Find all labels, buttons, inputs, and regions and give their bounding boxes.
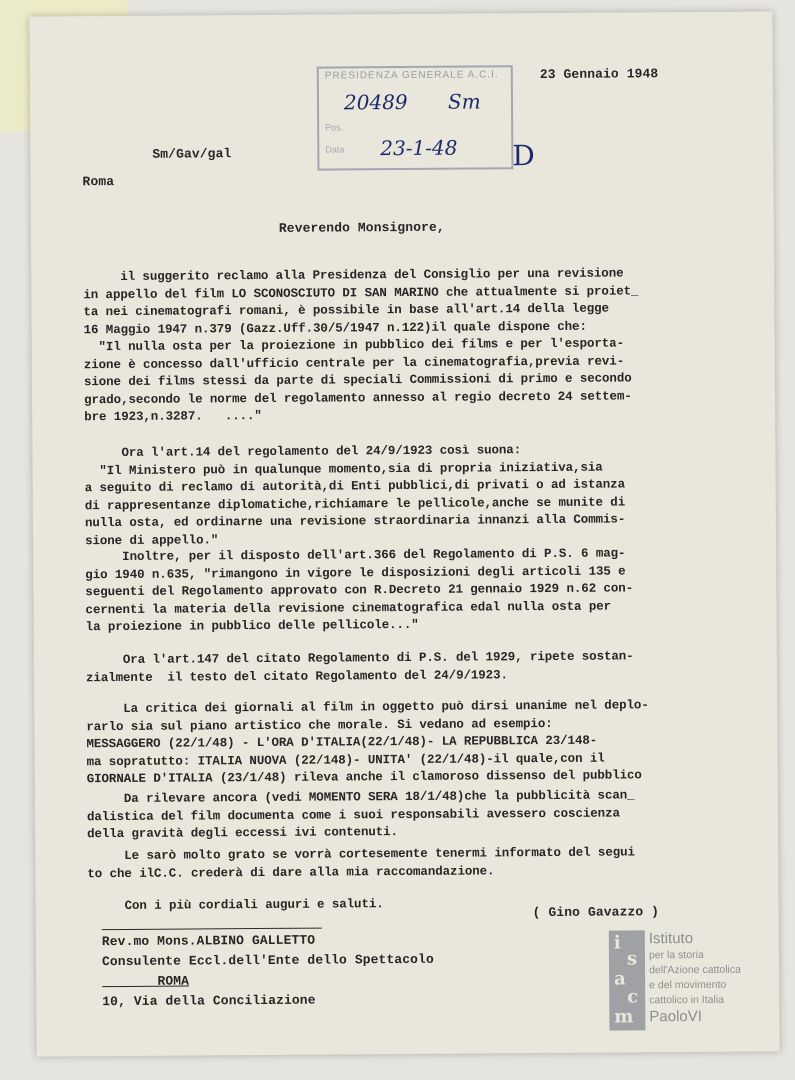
logo-text: dell'Azione cattolica <box>649 963 741 977</box>
stamp-date: 23-1-48 <box>380 135 458 161</box>
body-line: zialmente il testo del citato Regolamento del 24/9/1923. <box>85 667 508 685</box>
stamp-mark: D <box>512 139 535 173</box>
body-line: bre 1923,n.3287. ...." <box>84 408 262 425</box>
body-line: to che ilC.C. crederà di dare alla mia raccomandazione. <box>87 863 495 881</box>
body-line: seguenti del Regolamento approvato con R.Decreto 21 gennaio 1929 n.62 con- <box>85 581 634 600</box>
body-line: la proiezione in pubblico delle pellicole..." <box>85 617 419 635</box>
body-line: Inoltre, per il disposto dell'art.366 del Regolamento di P.S. 6 mag- <box>85 546 626 565</box>
body-line: La critica dei giornali al film in oggetto può dirsi unanime nel deplo- <box>86 698 649 717</box>
salutation: Reverendo Monsignore, <box>278 219 445 236</box>
stamp-header: PRESIDENZA GENERALE A.C.I. <box>324 69 499 82</box>
body-line: dalistica del film documenta come i suoi responsabili avessero coscienza <box>86 806 620 824</box>
recipient-line: Rev.mo Mons.ALBINO GALLETTO <box>101 932 316 950</box>
body-line: il suggerito reclamo alla Presidenza del Consiglio per una revisione <box>83 266 624 285</box>
body-line: della gravità degli eccessi ivi contenuti. <box>87 825 398 842</box>
signature: ( Gino Gavazzo ) <box>532 904 660 921</box>
body-line: grado,secondo le norme del regolamento annesso al regio decreto 24 settem- <box>84 388 632 407</box>
city: Roma <box>82 174 115 190</box>
recipient-line: 10, Via della Conciliazione <box>102 992 316 1010</box>
body-line: ma sopratutto: ITALIA NUOVA (22/148)- UNITA' (22/1/48)-il quale,con il <box>86 751 605 769</box>
body-line: di rappresentanze diplomatiche,richiamare le pellicole,anche se munite di <box>84 494 626 513</box>
archive-logo <box>609 929 780 1032</box>
body-line: nulla osta, ed ordinarne una revisione straordinaria innanzi alla Commis- <box>84 512 626 531</box>
body-line: sione di appello." <box>84 532 219 548</box>
body-line: ta nei cinematografi romani, è possibile in base all'art.14 della legge <box>83 301 609 320</box>
recipient-city: ROMA <box>102 973 190 990</box>
logo-letter: c <box>627 986 639 1008</box>
logo-text: e del movimento <box>649 978 727 992</box>
body-line: zione è concesso dall'ufficio centrale per la cinematografia,previa revi- <box>83 353 625 372</box>
logo-text: PaoloVI <box>649 1007 702 1026</box>
logo-letter: m <box>614 1006 634 1028</box>
stamp-label-pos: Pos. <box>325 122 344 133</box>
separator-line <box>102 928 322 931</box>
body-line: Da rilevare ancora (vedi MOMENTO SERA 18/1/48)che la pubblicità scan_ <box>86 788 635 807</box>
body-line: 16 Maggio 1947 n.379 (Gazz.Uff.30/5/1947 n.122)il quale dispone che: <box>83 319 587 337</box>
body-line: sione dei films stessi da parte di speciali Commissioni di primo e secondo <box>83 371 632 390</box>
body-line: Ora l'art.147 del citato Regolamento di P.S. del 1929, ripete sostan- <box>85 649 634 668</box>
body-line: "Il nulla osta per la proiezione in pubblico dei films e per l'esporta- <box>83 336 625 355</box>
logo-letter: a <box>614 968 626 990</box>
stamp-number: 20489 <box>343 89 408 115</box>
logo-text: Istituto <box>648 929 694 948</box>
body-line: "Il Ministero può in qualunque momento,sia di propria iniziativa,sia <box>84 460 603 478</box>
letter-page <box>29 11 779 1056</box>
body-line: rarlo sia sul piano artistico che morale. Si vedano ad esempio: <box>86 716 553 734</box>
body-line: MESSAGGERO (22/1/48) - L'ORA D'ITALIA(22/1/48)- LA REPUBBLICA 23/148- <box>86 733 598 752</box>
body-line: a seguito di reclamo di autorità,di Enti pubblici,di privati o ad istanza <box>84 477 626 496</box>
recipient-line: Consulente Eccl.dell'Ente dello Spettacolo <box>101 951 434 970</box>
logo-text: per la storia <box>648 948 704 962</box>
letter-date: 23 Gennaio 1948 <box>539 66 659 83</box>
stamp-label-data: Data <box>325 144 345 155</box>
stamp-initials: Sm <box>447 89 481 114</box>
body-line: Le sarò molto grato se vorrà cortesemente tenermi informato del segui <box>87 845 635 864</box>
body-line: GIORNALE D'ITALIA (23/1/48) rileva anche il clamoroso dissenso del pubblico <box>86 768 642 787</box>
body-line: Ora l'art.14 del regolamento del 24/9/1923 così suona: <box>84 443 522 461</box>
body-line: in appello del film LO SCONOSCIUTO DI SAN MARINO che attualmente si proiet_ <box>83 283 639 302</box>
reference-code: Sm/Gav/gal <box>152 146 232 162</box>
body-line: Con i più cordiali auguri e saluti. <box>87 897 384 914</box>
logo-letter: s <box>626 948 638 970</box>
logo-text: cattolico in Italia <box>649 993 725 1007</box>
logo-letter: i <box>613 932 621 954</box>
body-line: cernenti la materia della revisione cinematografica edal nulla osta per <box>85 599 612 617</box>
body-line: gio 1940 n.635, "rimangono in vigore le disposizioni degli articoli 135 e <box>85 563 626 582</box>
